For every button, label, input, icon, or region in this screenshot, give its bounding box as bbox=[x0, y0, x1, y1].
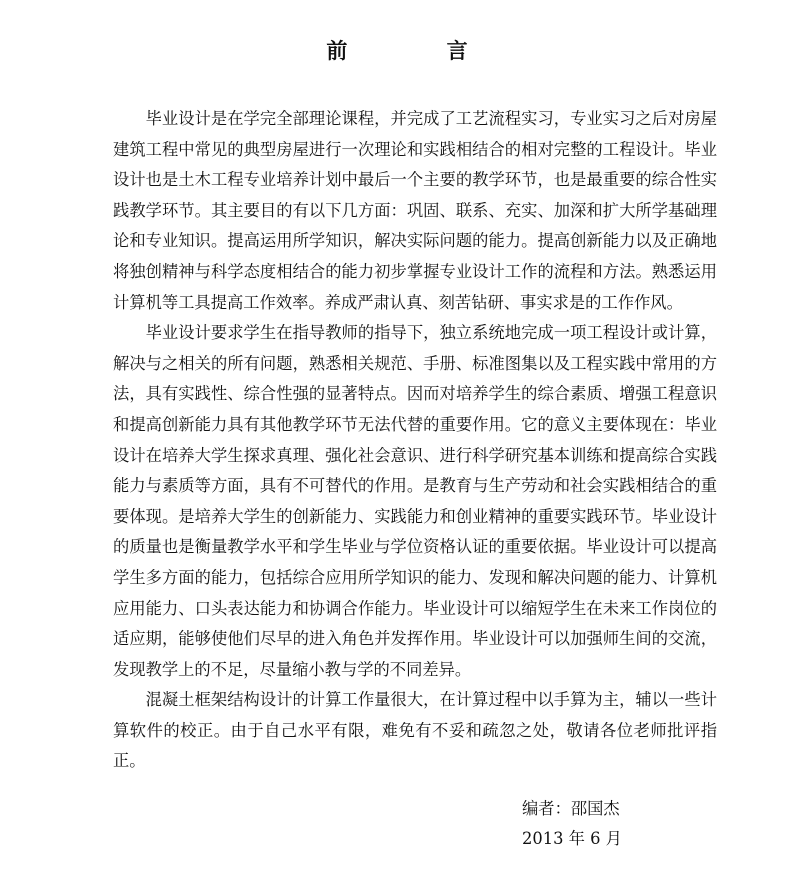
author-line: 编者：邵国杰 bbox=[522, 799, 620, 818]
paragraph-3: 混凝土框架结构设计的计算工作量很大，在计算过程中以手算为主，辅以一些计算软件的校正。由于自己水平有限，难免有不妥和疏忽之处，敬请各位老师批评指正。 bbox=[113, 690, 717, 771]
page-title: 前 言 bbox=[326, 38, 514, 63]
date-line: 2013 年 6 月 bbox=[522, 829, 622, 848]
preface-body bbox=[113, 104, 717, 777]
paragraph-2: 毕业设计要求学生在指导教师的指导下，独立系统地完成一项工程设计或计算，解决与之相关的所有问题，熟悉相关规范、手册、标准图集以及工程实践中常用的方法，具有实践性、综合性强的显著特点。因而对培养学生的综合素质、增强工程意识和提高创新能力具有其他教学环节无法代替的重要作用。它的意义主要体现在：毕业设计在培养大学生探求真理、强化社会意识、进行科学研究基本训练和提高综合实践能力与素质等方面，具有不可替代的作用。是教育与生产劳动和社会实践相结合的重要体现。是培养大学生的创新能力、实践能力和创业精神的重要实践环节。毕业设计的质量也是衡量教学水平和学生毕业与学位资格认证的重要依据。毕业设计可以提高学生多方面的能力，包括综合应用所学知识的能力、发现和解决问题的能力、计算机应用能力、口头表达能力和协调合作能力。毕业设计可以缩短学生在未来工作岗位的适应期，能够使他们尽早的进入角色并发挥作用。毕业设计可以加强师生间的交流，发现教学上的不足，尽量缩小教与学的不同差异。 bbox=[113, 323, 717, 679]
paragraph-1: 毕业设计是在学完全部理论课程，并完成了工艺流程实习，专业实习之后对房屋建筑工程中常见的典型房屋进行一次理论和实践相结合的相对完整的工程设计。毕业设计也是土木工程专业培养计划中最后一个主要的教学环节，也是最重要的综合性实践教学环节。其主要目的有以下几方面：巩固、联系、充实、加深和扩大所学基础理论和专业知识。提高运用所学知识，解决实际问题的能力。提高创新能力以及正确地将独创精神与科学态度相结合的能力初步掌握专业设计工作的流程和方法。熟悉运用计算机等工具提高工作效率。养成严肃认真、刻苦钻研、事实求是的工作作风。 bbox=[113, 109, 717, 312]
